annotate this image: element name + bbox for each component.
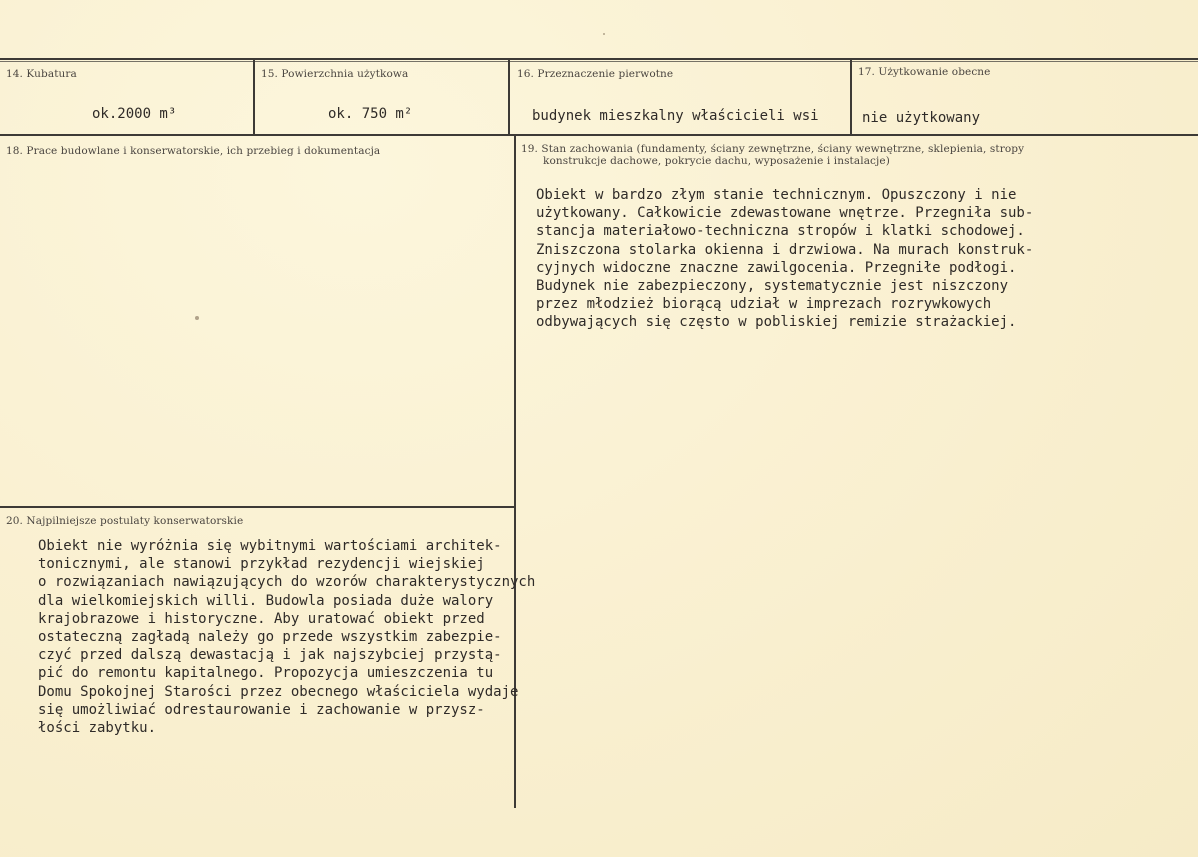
stan-text [536, 186, 1033, 332]
stan-line: stancja materiałowo-techniczna stropów i klatki schodowej. [536, 223, 1025, 240]
kubatura-label: 14. Kubatura [6, 68, 77, 80]
postulaty-line: łości zabytku. [38, 720, 157, 737]
top-rule-thin [0, 61, 1198, 62]
postulaty-line: o rozwiązaniach nawiązujących do wzorów charakterystycznych [38, 574, 536, 591]
postulaty-text [38, 537, 535, 737]
postulaty-line: Obiekt nie wyróżnia się wybitnymi wartościami architek- [38, 538, 502, 554]
divider-16-17 [850, 60, 852, 134]
postulaty-label: 20. Najpilniejsze postulaty konserwatorskie [6, 515, 244, 527]
paper-speck [603, 33, 605, 35]
uzytkowanie-label: 17. Użytkowanie obecne [858, 66, 991, 78]
stan-line: odbywających się często w pobliskiej remizie strażackiej. [536, 314, 1017, 331]
powierzchnia-label: 15. Powierzchnia użytkowa [261, 68, 409, 80]
postulaty-line: tonicznymi, ale stanowi przykład rezydencji wiejskiej [38, 556, 485, 573]
postulaty-line: czyć przed dalszą dewastacją i jak najszybciej przystą- [38, 647, 502, 664]
divider-14-15 [253, 60, 255, 134]
top-rule [0, 58, 1198, 60]
stan-line: Budynek nie zabezpieczony, systematycznie jest niszczony [536, 278, 1009, 295]
kubatura-value: ok.2000 m³ [92, 106, 177, 122]
stan-line: użytkowany. Całkowicie zdewastowane wnętrze. Przegniła sub- [536, 205, 1034, 222]
stan-label-line1: 19. Stan zachowania (fundamenty, ściany zewnętrzne, ściany wewnętrzne, sklepienia, stropy [521, 143, 1025, 155]
postulaty-line: ostateczną zagładą należy go przede wszystkim zabezpie- [38, 629, 502, 646]
stan-label-line2: konstrukcje dachowe, pokrycie dachu, wyposażenie i instalacje) [543, 155, 890, 167]
przeznaczenie-value: budynek mieszkalny właścicieli wsi [532, 108, 819, 124]
rule-18-20 [0, 506, 514, 508]
row-rule [0, 134, 1198, 136]
postulaty-line: dla wielkomiejskich willi. Budowla posiada duże walory [38, 592, 494, 609]
prace-label: 18. Prace budowlane i konserwatorskie, ich przebieg i dokumentacja [6, 145, 381, 157]
postulaty-line: krajobrazowe i historyczne. Aby uratować obiekt przed [38, 610, 485, 627]
uzytkowanie-value: nie użytkowany [862, 110, 981, 126]
stan-line: Zniszczona stolarka okienna i drzwiowa. Na murach konstruk- [536, 241, 1034, 258]
powierzchnia-value: ok. 750 m² [328, 106, 413, 122]
przeznaczenie-label: 16. Przeznaczenie pierwotne [517, 68, 674, 80]
postulaty-line: pić do remontu kapitalnego. Propozycja umieszczenia tu [38, 665, 494, 682]
stan-line: cyjnych widoczne znaczne zawilgocenia. Przegniłe podłogi. [536, 259, 1017, 276]
postulaty-line: Domu Spokojnej Starości przez obecnego właściciela wydaje [38, 683, 519, 700]
paper-speck [195, 316, 199, 320]
postulaty-line: się umożliwiać odrestaurowanie i zachowanie w przysz- [38, 701, 485, 718]
stan-line: Obiekt w bardzo złym stanie technicznym. Opuszczony i nie [536, 187, 1017, 203]
divider-15-16 [508, 60, 510, 134]
stan-line: przez młodzież biorącą udział w imprezach rozrywkowych [536, 296, 992, 313]
